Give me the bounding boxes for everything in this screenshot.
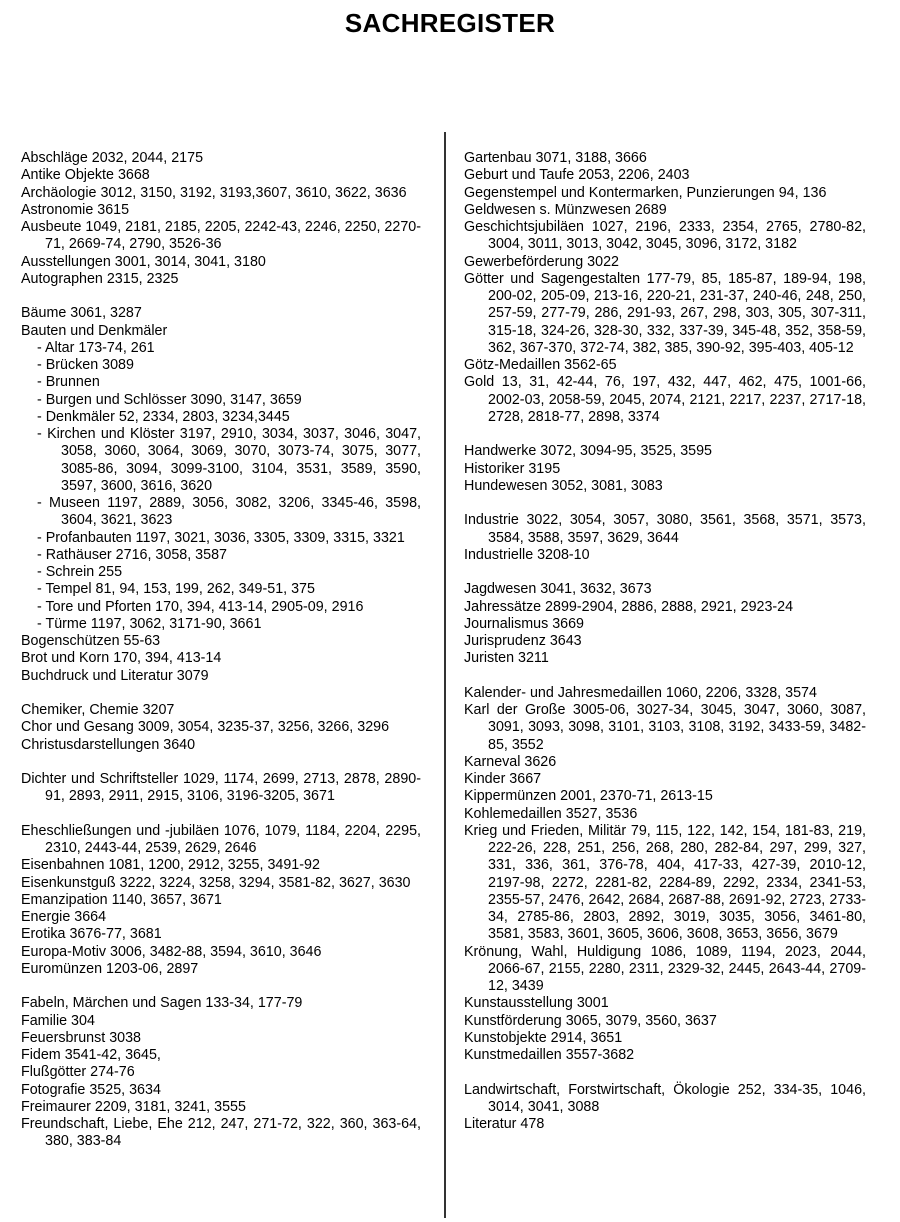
index-entry: Feuersbrunst 3038 xyxy=(21,1029,142,1046)
index-subentry: - Profanbauten 1197, 3021, 3036, 3305, 3309, 3315, 3321 xyxy=(37,529,405,546)
index-subentry: - Brunnen xyxy=(37,374,100,391)
index-entry: Chemiker, Chemie 3207 xyxy=(21,702,175,718)
index-subentry: - Tempel 81, 94, 153, 199, 262, 349-51, 375 xyxy=(37,581,315,598)
index-entry: Journalismus 3669 xyxy=(464,615,585,632)
index-entry: Autographen 2315, 2325 xyxy=(21,270,179,287)
index-entry: Jahressätze 2899-2904, 2886, 2888, 2921, 2923-24 xyxy=(464,598,794,615)
index-entry: Jurisprudenz 3643 xyxy=(464,633,582,649)
index-entry: Industrielle 3208-10 xyxy=(464,546,590,563)
index-entry: Industrie 3022, 3054, 3057, 3080, 3561, 3568, 3571, 3573, 3584, 3588, 3597, 3629, 3644 xyxy=(464,512,866,546)
index-entry: Handwerke 3072, 3094-95, 3525, 3595 xyxy=(464,443,713,460)
index-subentry: - Burgen und Schlösser 3090, 3147, 3659 xyxy=(37,391,302,408)
index-entry: Europa-Motiv 3006, 3482-88, 3594, 3610, 3646 xyxy=(21,943,322,960)
index-entry: Eisenbahnen 1081, 1200, 2912, 3255, 3491-92 xyxy=(21,857,320,874)
index-entry: Kalender- und Jahresmedaillen 1060, 2206, 3328, 3574 xyxy=(464,684,817,701)
index-entry: Fidem 3541-42, 3645, xyxy=(21,1047,161,1063)
index-entry: Bauten und Denkmäler xyxy=(21,322,168,339)
index-entry: Kohlemedaillen 3527, 3536 xyxy=(464,805,638,822)
page-title: SACHREGISTER xyxy=(344,8,556,38)
index-entry: Eheschließungen und -jubiläen 1076, 1079, 1184, 2204, 2295, 2310, 2443-44, 2539, 2629, 2646 xyxy=(21,822,421,856)
index-entry: Karneval 3626 xyxy=(464,753,557,770)
index-entry: Ausstellungen 3001, 3014, 3041, 3180 xyxy=(21,253,266,270)
index-entry: Astronomie 3615 xyxy=(21,201,130,218)
index-subentry: - Altar 173-74, 261 xyxy=(37,339,155,356)
index-entry: Dichter und Schriftsteller 1029, 1174, 2699, 2713, 2878, 2890-91, 2893, 2911, 2915, 3106, 3196-3205, 3671 xyxy=(21,771,421,805)
index-entry: Krieg und Frieden, Militär 79, 115, 122, 142, 154, 181-83, 219, 222-26, 228, 251, 256, 268, 280, 282-84, 297, 299, 327, 331, 336, 361, 376-78, 404, 417-33, 427-39, 2010-12, 2197-98, 2272, 2281-82, 2284-89, 2292, 2334, 2341-53, 2355-57, 2476, 2642, 2684, 2687-88, 2691-92, 2723, 2733-34, 2785-86, 2803, 2892, 3019, 3035, 3056, 3461-80, 3581, 3583, 3601, 3605, 3606, 3608, 3653, 3656, 3679 xyxy=(464,822,866,943)
index-subentry: - Museen 1197, 2889, 3056, 3082, 3206, 3345-46, 3598, 3604, 3621, 3623 xyxy=(37,495,421,529)
index-entry: Euromünzen 1203-06, 2897 xyxy=(21,960,199,977)
index-entry: Bogenschützen 55-63 xyxy=(21,633,161,649)
column-divider xyxy=(444,132,446,1218)
index-entry: Historiker 3195 xyxy=(464,460,561,477)
index-column-right xyxy=(464,150,866,1133)
index-subentry: - Brücken 3089 xyxy=(37,357,134,373)
index-entry: Flußgötter 274-76 xyxy=(21,1064,135,1081)
index-entry: Fabeln, Märchen und Sagen 133-34, 177-79 xyxy=(21,995,303,1012)
index-entry: Gegenstempel und Kontermarken, Punzierungen 94, 136 xyxy=(464,184,827,201)
index-entry: Erotika 3676-77, 3681 xyxy=(21,926,162,943)
index-entry: Bäume 3061, 3287 xyxy=(21,305,142,322)
index-subentry: - Denkmäler 52, 2334, 2803, 3234,3445 xyxy=(37,408,290,425)
index-entry: Geburt und Taufe 2053, 2206, 2403 xyxy=(464,167,690,184)
index-entry: Karl der Große 3005-06, 3027-34, 3045, 3047, 3060, 3087, 3091, 3093, 3098, 3101, 3103, 3108, 3192, 3433-59, 3482-85, 3552 xyxy=(464,702,866,753)
index-column-left xyxy=(21,150,421,1151)
index-subentry: - Kirchen und Klöster 3197, 2910, 3034, 3037, 3046, 3047, 3058, 3060, 3064, 3069, 3070, 3073-74, 3075, 3077, 3085-86, 3094, 3099-3100, 3104, 3531, 3589, 3590, 3597, 3600, 3616, 3620 xyxy=(37,426,421,494)
index-entry: Geschichtsjubiläen 1027, 2196, 2333, 2354, 2765, 2780-82, 3004, 3011, 3013, 3042, 3045, 3096, 3172, 3182 xyxy=(464,219,866,253)
index-entry: Hundewesen 3052, 3081, 3083 xyxy=(464,477,663,494)
index-subentry: - Türme 1197, 3062, 3171-90, 3661 xyxy=(37,615,262,632)
index-entry: Archäologie 3012, 3150, 3192, 3193,3607, 3610, 3622, 3636 xyxy=(21,184,407,201)
index-entry: Kunstobjekte 2914, 3651 xyxy=(464,1029,623,1046)
index-entry: Landwirtschaft, Forstwirtschaft, Ökologie 252, 334-35, 1046, 3014, 3041, 3088 xyxy=(464,1081,866,1115)
index-entry: Kunstausstellung 3001 xyxy=(464,995,609,1012)
index-entry: Ausbeute 1049, 2181, 2185, 2205, 2242-43, 2246, 2250, 2270-71, 2669-74, 2790, 3526-36 xyxy=(21,219,421,253)
index-entry: Energie 3664 xyxy=(21,909,107,925)
index-entry: Kunstförderung 3065, 3079, 3560, 3637 xyxy=(464,1012,717,1029)
index-entry: Kunstmedaillen 3557-3682 xyxy=(464,1047,635,1063)
index-subentry: - Schrein 255 xyxy=(37,564,123,580)
index-entry: Brot und Korn 170, 394, 413-14 xyxy=(21,650,222,667)
index-entry: Krönung, Wahl, Huldigung 1086, 1089, 1194, 2023, 2044, 2066-67, 2155, 2280, 2311, 2329-32, 2445, 2643-44, 2709-12, 3439 xyxy=(464,943,866,994)
index-entry: Freundschaft, Liebe, Ehe 212, 247, 271-72, 322, 360, 363-64, 380, 383-84 xyxy=(21,1116,421,1150)
index-entry: Literatur 478 xyxy=(464,1116,545,1132)
index-entry: Götter und Sagengestalten 177-79, 85, 185-87, 189-94, 198, 200-02, 205-09, 213-16, 220-21, 231-37, 240-46, 248, 250, 257-59, 277-79, 286, 291-93, 267, 298, 303, 305, 307-311, 315-18, 324-26, 328-30, 332, 337-39, 345-48, 352, 358-59, 362, 367-370, 372-74, 382, 385, 390-92, 395-403, 405-12 xyxy=(464,270,866,356)
index-entry: Familie 304 xyxy=(21,1012,95,1029)
index-entry: Emanzipation 1140, 3657, 3671 xyxy=(21,891,222,908)
index-entry: Eisenkunstguß 3222, 3224, 3258, 3294, 3581-82, 3627, 3630 xyxy=(21,874,411,891)
index-entry: Freimaurer 2209, 3181, 3241, 3555 xyxy=(21,1098,246,1115)
index-entry: Buchdruck und Literatur 3079 xyxy=(21,667,209,684)
index-entry: Kippermünzen 2001, 2370-71, 2613-15 xyxy=(464,788,713,805)
index-entry: Gewerbeförderung 3022 xyxy=(464,253,619,270)
index-entry: Abschläge 2032, 2044, 2175 xyxy=(21,150,204,166)
index-entry: Fotografie 3525, 3634 xyxy=(21,1081,161,1098)
index-entry: Jagdwesen 3041, 3632, 3673 xyxy=(464,581,652,598)
index-entry: Kinder 3667 xyxy=(464,771,542,787)
index-entry: Geldwesen s. Münzwesen 2689 xyxy=(464,201,667,218)
index-entry: Götz-Medaillen 3562-65 xyxy=(464,357,617,373)
index-entry: Christusdarstellungen 3640 xyxy=(21,736,196,753)
index-entry: Gold 13, 31, 42-44, 76, 197, 432, 447, 462, 475, 1001-66, 2002-03, 2058-59, 2045, 2074, 2121, 2217, 2237, 2717-18, 2728, 2818-77, 2898, 3374 xyxy=(464,374,866,425)
index-entry: Antike Objekte 3668 xyxy=(21,167,150,184)
index-subentry: - Rathäuser 2716, 3058, 3587 xyxy=(37,546,227,563)
index-entry: Gartenbau 3071, 3188, 3666 xyxy=(464,150,647,166)
index-entry: Juristen 3211 xyxy=(464,650,549,667)
index-subentry: - Tore und Pforten 170, 394, 413-14, 2905-09, 2916 xyxy=(37,598,364,615)
index-entry: Chor und Gesang 3009, 3054, 3235-37, 3256, 3266, 3296 xyxy=(21,719,390,736)
